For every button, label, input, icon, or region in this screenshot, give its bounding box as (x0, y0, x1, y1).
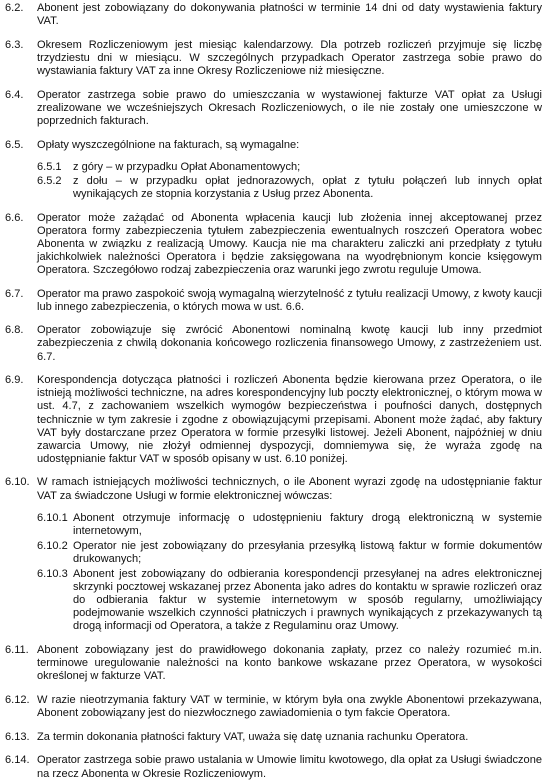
subsection-6-10-2 (37, 540, 542, 566)
section-number: 6.5. (5, 138, 24, 151)
section-6-6 (5, 212, 542, 277)
section-number: 6.2. (5, 2, 24, 14)
section-6-3 (5, 39, 542, 78)
subsection-text: Abonent jest zobowiązany do odbierania korespondencji przesyłanej na adres elektronicznej skrzynki pocztowej wskazanej przez Abonenta jako adres do kontaktu w sprawie rozliczeń oraz do odbierania faktur w systemie internetowym w sposób regularny, umożliwiający podejmowanie wszelkich czynności płatniczych i prawnych wynikających z przekazywanych tą drogą informacji od Operatora, a także z Regulaminu oraz Umowy. (73, 568, 542, 633)
section-text: Korespondencja dotycząca płatności i rozliczeń Abonenta będzie kierowana przez Operatora, o ile istnieją możliwości techniczne, na adres korespondencyjny lub poczty elektronicznej, o którym mowa w ust. 4.7, z zachowaniem wszelkich wymogów bezpieczeństwa i poufności danych, dostępnych technicznie w tym zakresie i zgodne z obowiązującymi przepisami. Abonent może żądać, aby faktury VAT były dostarczane przez Operatora w formie przesyłki listowej. Jeżeli Abonent, najpóźniej w dniu zawarcia Umowy, nie złożył odmiennej dyspozycji, domniemywa się, że wyraża zgodę na udostępnianie faktur VAT w sposób opisany w ust. 6.10 poniżej. (37, 374, 542, 465)
subsection-text: Abonent otrzymuje informację o udostępnieniu faktury drogą elektroniczną w systemie internetowym, (73, 511, 542, 537)
subsection-number: 6.10.3 (37, 568, 68, 581)
section-6-9 (5, 374, 542, 466)
subsection-6-5-1 (37, 161, 542, 174)
section-6-13 (5, 731, 542, 744)
section-number: 6.8. (5, 324, 24, 337)
section-text: Opłaty wyszczególnione na fakturach, są wymagalne: (37, 138, 300, 151)
section-number: 6.3. (5, 38, 24, 51)
section-6-2 (5, 2, 542, 28)
subsection-6-5-2 (37, 175, 542, 201)
section-number: 6.11. (5, 644, 29, 657)
section-number: 6.7. (5, 287, 24, 300)
section-text: Okresem Rozliczeniowym jest miesiąc kalendarzowy. Dla potrzeb rozliczeń przyjmuje się liczbę trzydziestu dni w miesiącu. W szczególnych przypadkach Operator zastrzega sobie prawo do wystawiania faktury VAT za inne Okresy Rozliczeniowe niż miesięczne. (37, 38, 542, 77)
subsection-6-10-1 (37, 512, 542, 538)
section-text: Operator może zażądać od Abonenta wpłacenia kaucji lub złożenia innej akceptowanej przez Operatora formy zabezpieczenia tytułem zabezpieczenia ewentualnych roszczeń Operatora wobec Abonenta w związku z realizacją Umowy. Kaucja nie ma charakteru zaliczki ani przedpłaty z tytułu jakichkolwiek należności Operatora i będzie zaksięgowana na wyodrębnionym koncie księgowym Operatora. Szczegółowo rodzaj zabezpieczenia oraz warunki jego zwrotu reguluje Umowa. (37, 211, 542, 276)
subsection-number: 6.5.2 (37, 174, 62, 187)
subsection-6-10-3 (37, 568, 542, 633)
section-number: 6.12. (5, 693, 30, 706)
section-number: 6.13. (5, 730, 30, 743)
subsection-number: 6.10.2 (37, 539, 68, 552)
section-content (37, 139, 542, 201)
subsection-number: 6.5.1 (37, 160, 62, 173)
section-content (37, 476, 542, 633)
section-text: Operator ma prawo zaspokoić swoją wymagalną wierzytelność z tytułu realizacji Umowy, z kwoty kaucji lub innego zabezpieczenia, o których mowa w ust. 6.6. (37, 287, 542, 313)
section-text: Abonent jest zobowiązany do dokonywania płatności w terminie 14 dni od daty wystawienia faktury VAT. (37, 2, 542, 28)
subsection-text: Operator nie jest zobowiązany do przesyłania przesyłką listową faktur w formie dokumentów drukowanych; (73, 539, 542, 565)
section-6-11 (5, 644, 542, 683)
section-number: 6.10. (5, 476, 30, 489)
section-text: Operator zobowiązuje się zwrócić Abonentowi nominalną kwotę kaucji lub inny przedmiot zabezpieczenia z chwilą dokonania końcowego rozliczenia finansowego Umowy, z zastrzeżeniem ust. 6.7. (37, 324, 542, 363)
subsection-text: z góry – w przypadku Opłat Abonamentowych; (73, 160, 301, 173)
section-6-14 (5, 754, 542, 780)
section-text: W razie nieotrzymania faktury VAT w terminie, w którym była ona zwykle Abonentowi przekazywana, Abonent zobowiązany jest do niezwłocznego zawiadomienia o tym fakcie Operatora. (37, 693, 542, 720)
section-text: Operator zastrzega sobie prawo ustalania w Umowie limitu kwotowego, dla opłat za Usługi świadczone na rzecz Abonenta w Okresie Rozliczeniowym. (37, 754, 542, 780)
section-6-12 (5, 694, 542, 720)
section-text: W ramach istniejących możliwości technicznych, o ile Abonent wyrazi zgodę na udostępnianie faktur VAT za świadczone Usługi w formie elektronicznej wówczas: (37, 476, 542, 502)
subsection-number: 6.10.1 (37, 511, 68, 524)
section-6-8 (5, 324, 542, 363)
section-6-4 (5, 89, 542, 128)
subsection-text: z dołu – w przypadku opłat jednorazowych, opłat z tytułu połączeń lub innych opłat wynikających ze stopnia korzystania z Usług przez Abonenta. (73, 174, 542, 200)
section-number: 6.14. (5, 754, 30, 767)
section-text: Za termin dokonania płatności faktury VAT, uważa się datę uznania rachunku Operatora. (37, 730, 469, 743)
section-6-7 (5, 288, 542, 314)
section-number: 6.6. (5, 211, 24, 224)
section-number: 6.9. (5, 374, 24, 387)
section-6-10 (5, 476, 542, 633)
section-text: Operator zastrzega sobie prawo do umieszczania w wystawionej fakturze VAT opłat za Usługi zrealizowane we wcześniejszych Okresach Rozliczeniowych, o ile nie zostały one umieszczone w poprzednich fakturach. (37, 88, 542, 127)
section-number: 6.4. (5, 88, 24, 101)
section-6-5 (5, 139, 542, 201)
section-text: Abonent zobowiązany jest do prawidłowego dokonania zapłaty, przez co należy rozumieć m.in. terminowe uregulowanie należności na konto bankowe wskazane przez Operatora, w wysokości określonej w fakturze VAT. (37, 644, 542, 683)
